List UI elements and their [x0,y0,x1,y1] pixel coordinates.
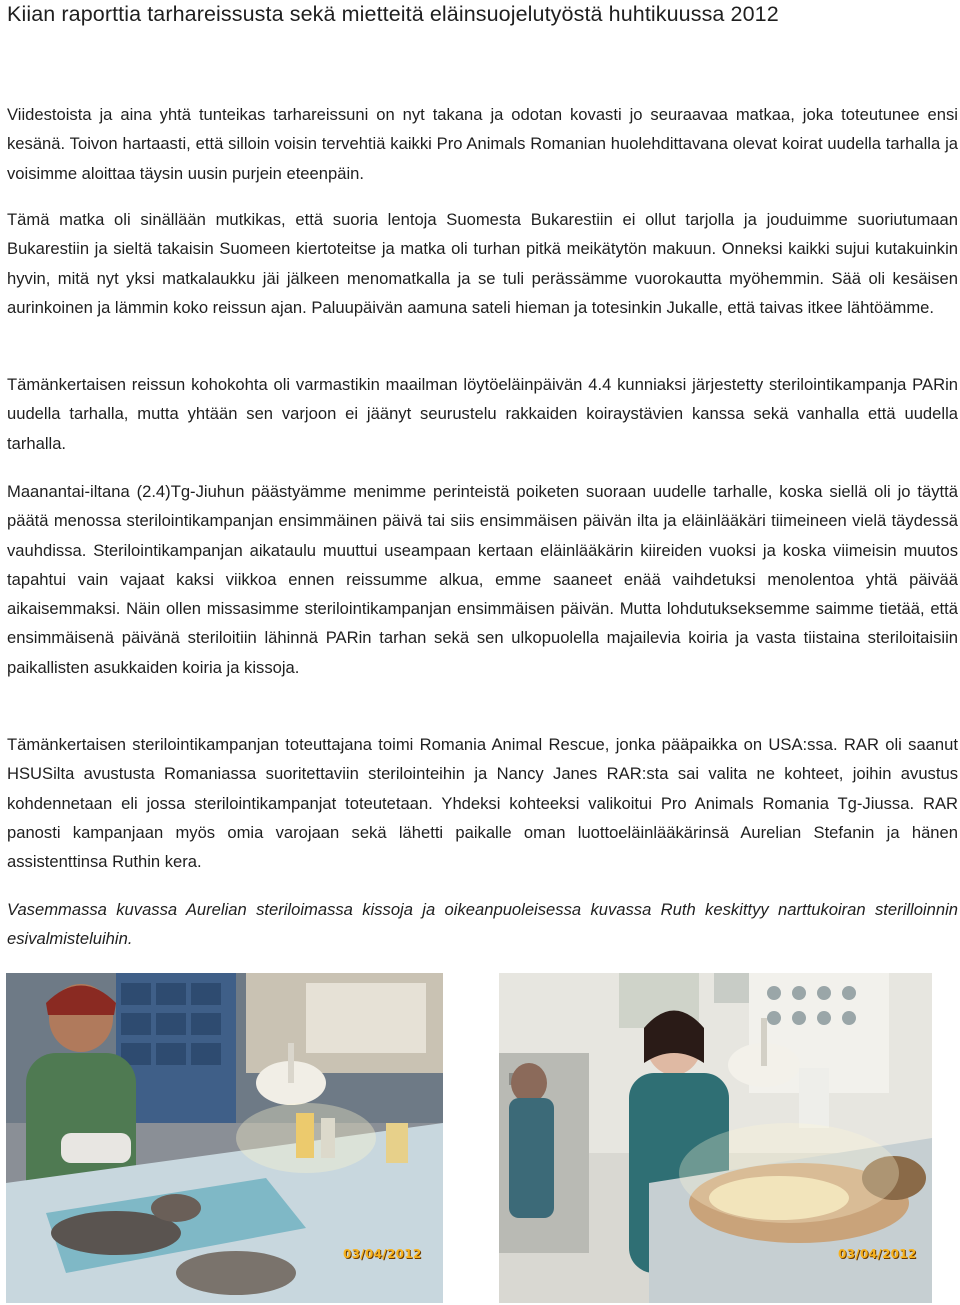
paragraph-highlight: Tämänkertaisen reissun kohokohta oli varmastikin maailman löytöeläinpäivän 4.4 kunniaksi järjestetty sterilointikampanja PARin uudella tarhalla, mutta yhtään sen varjoon ei jäänyt seurustelu rakkaiden koiraystävien kanssa sekä vanhalla että uudella tarhalla. [7,375,958,453]
paragraph-journey: Tämä matka oli sinällään mutkikas, että suoria lentoja Suomesta Bukarestiin ei ollut tarjolla ja jouduimme suoriutumaan Bukarestiin ja sieltä takaisin Suomeen kiertoteitse ja matka oli turhan pitkä meikätytön makuun. Onneksi kaikki sujui kutakuinkin hyvin, mitä nyt yksi matkalaukku jäi jälkeen menomatkalla ja se tuli perässämme vuorokautta myöhemmin. Sää oli kesäisen aurinkoinen ja lämmin koko reissun ajan. Paluupäivän aamuna sateli hieman ja totesinkin Jukalle, että taivas itkee lähtöämme. [7,210,958,317]
paragraph-organizer: Tämänkertaisen sterilointikampanjan toteuttajana toimi Romania Animal Rescue, jonka pääpaikka on USA:ssa. RAR oli saanut HSUSilta avustusta Romaniassa suoritettaviin sterilointeihin ja Nancy Janes RAR:sta sai valita ne kohteet, joihin avustus kohdennetaan eli jossa sterilointikampanjat toteutetaan. Yhdeksi kohteeksi valikoitui Pro Animals Romania Tg-Jiussa. RAR panosti kampanjaan myös omia varojaan sekä lähetti paikalle oman luottoeläinlääkärinsä Aurelian Stefanin ja hänen assistenttinsa Ruthin kera. [7,735,958,872]
paragraph-monday: Maanantai-iltana (2.4)Tg-Jiuhun päästyämme menimme perinteistä poiketen suoraan uudelle tarhalle, koska siellä oli jo täyttä päätä menossa sterilointikampanjan ensimmäinen päivä tai siis ensimmäisen päivän ilta ja eläinlääkäri tiimeineen vielä täydessä vauhdissa. Sterilointikampanjan aikataulu muuttui useampaan kertaan eläinlääkärin kiireiden vuoksi ja koska viimeisin muutos tapahtui vain vajaat kaksi viikkoa ennen reissumme alkua, emme saaneet enää vaihdetuksi menolentoa yhtä päivää aikaisemmaksi. Näin ollen missasimme sterilointikampanjan ensimmäisen päivän. Mutta lohdutukseksemme saimme tietää, että ensimmäisenä päivänä steriloitiin lähinnä PARin tarhan sekä sen ulkopuolella majailevia koiria ja vasta tiistaina steriloitaisiin paikallisten asukkaiden koiria ja kissoja. [7,482,958,677]
photo-date-stamp-right: 03/04/2012 [838,1247,917,1261]
document-title: Kiian raporttia tarhareissusta sekä mietteitä eläinsuojelutyöstä huhtikuussa 2012 [7,2,779,26]
paragraph-intro: Viidestoista ja aina yhtä tunteikas tarhareissuni on nyt takana ja odotan kovasti jo seuraavaa matkaa, joka toteutunee ensi kesänä. Toivon hartaasti, että silloin voisin tervehtiä kaikki Pro Animals Romanian huolehdittavana olevat koirat uudella tarhalla ja voisimme aloittaa täysin uusin purjein eteenpäin. [7,105,958,183]
photo-date-stamp-left: 03/04/2012 [343,1247,422,1261]
photo-caption: Vasemmassa kuvassa Aurelian steriloimassa kissoja ja oikeanpuoleisessa kuvassa Ruth keskittyy narttukoiran sterilloinnin esivalmisteluihin. [7,900,958,949]
